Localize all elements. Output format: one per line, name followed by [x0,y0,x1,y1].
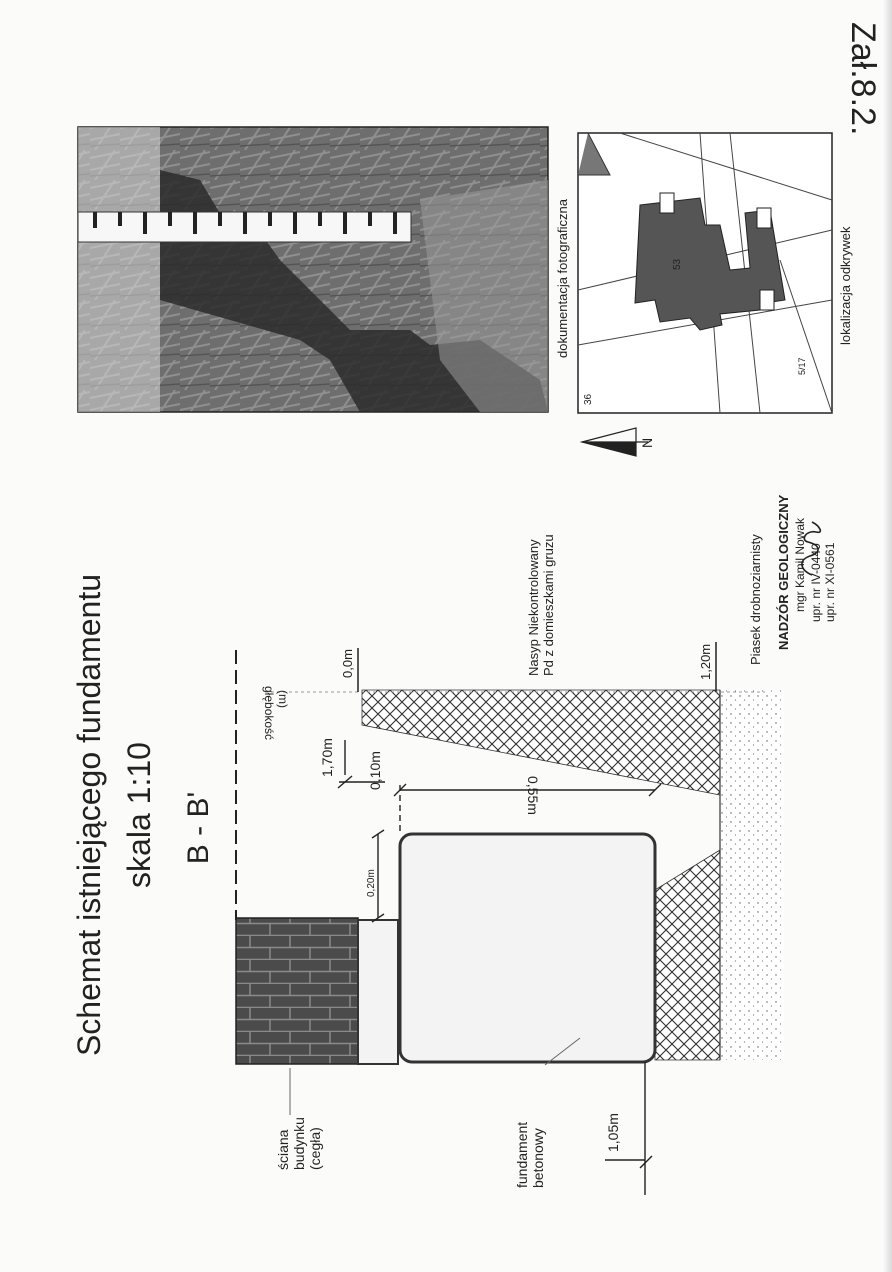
sand-layer [720,690,784,1060]
dim-offset-top: 0,10m [367,751,383,790]
foundation [236,834,655,1064]
depth-axis-label: głębokość [262,686,276,741]
map-parcel-b: 5/17 [797,357,807,375]
stamp-line-4: upr. nr XI-0561 [823,542,837,622]
scan-edge [882,0,892,1272]
concrete-footing [400,834,655,1062]
depth-axis-unit: (m) [276,690,290,708]
attachment-label: Zał.8.2. [844,22,882,136]
site-photo [78,127,548,412]
sand-layer-label: Piasek drobnoziarnisty [748,534,763,665]
footing-label: fundament [514,1121,530,1188]
title-block [71,574,215,1056]
drawing-scale: skala 1:10 [121,742,157,888]
dim-level-1: 1,70m [319,738,335,777]
depth-tick-bottom: 1,20m [698,643,713,680]
depth-tick-top: 0,0m [340,649,355,678]
map-caption: lokalizacja odkrywek [838,226,853,345]
map-parcel-a: 36 [583,393,594,405]
fill-layer-hatch-lower [655,850,720,1060]
brick-wall [236,918,358,1064]
footing-label-2: betonowy [530,1128,546,1188]
geologist-stamp [776,494,837,650]
wall-label: ściana [275,1129,291,1170]
fill-layer-label: Nasyp Niekontrolowany [526,539,541,676]
section-label: B - B' [182,791,215,865]
stamp-line-1: NADZÓR GEOLOGICZNY [776,494,791,650]
dim-level-2: 1,05m [605,1113,621,1152]
north-arrow-label: N [639,437,655,448]
drawing-title: Schemat istniejącego fundamentu [71,573,107,1057]
fill-layer-label-2: Pd z domieszkami gruzu [541,534,556,676]
north-arrow-icon [582,428,655,456]
stamp-line-2: mgr Kamil Nowak [793,517,807,612]
wall-label-2: budynku [291,1117,307,1170]
photo-caption: dokumentacja fotograficzna [555,199,570,358]
wall-base [358,920,398,1064]
stamp-line-3: upr. nr IV-0440 [809,543,823,622]
dim-step-height: 0,20m [366,869,377,897]
dim-footing-width: 0,55m [525,776,541,815]
map-building-number: 53 [672,258,683,270]
location-map [578,133,832,413]
wall-label-3: (cegła) [307,1127,323,1170]
